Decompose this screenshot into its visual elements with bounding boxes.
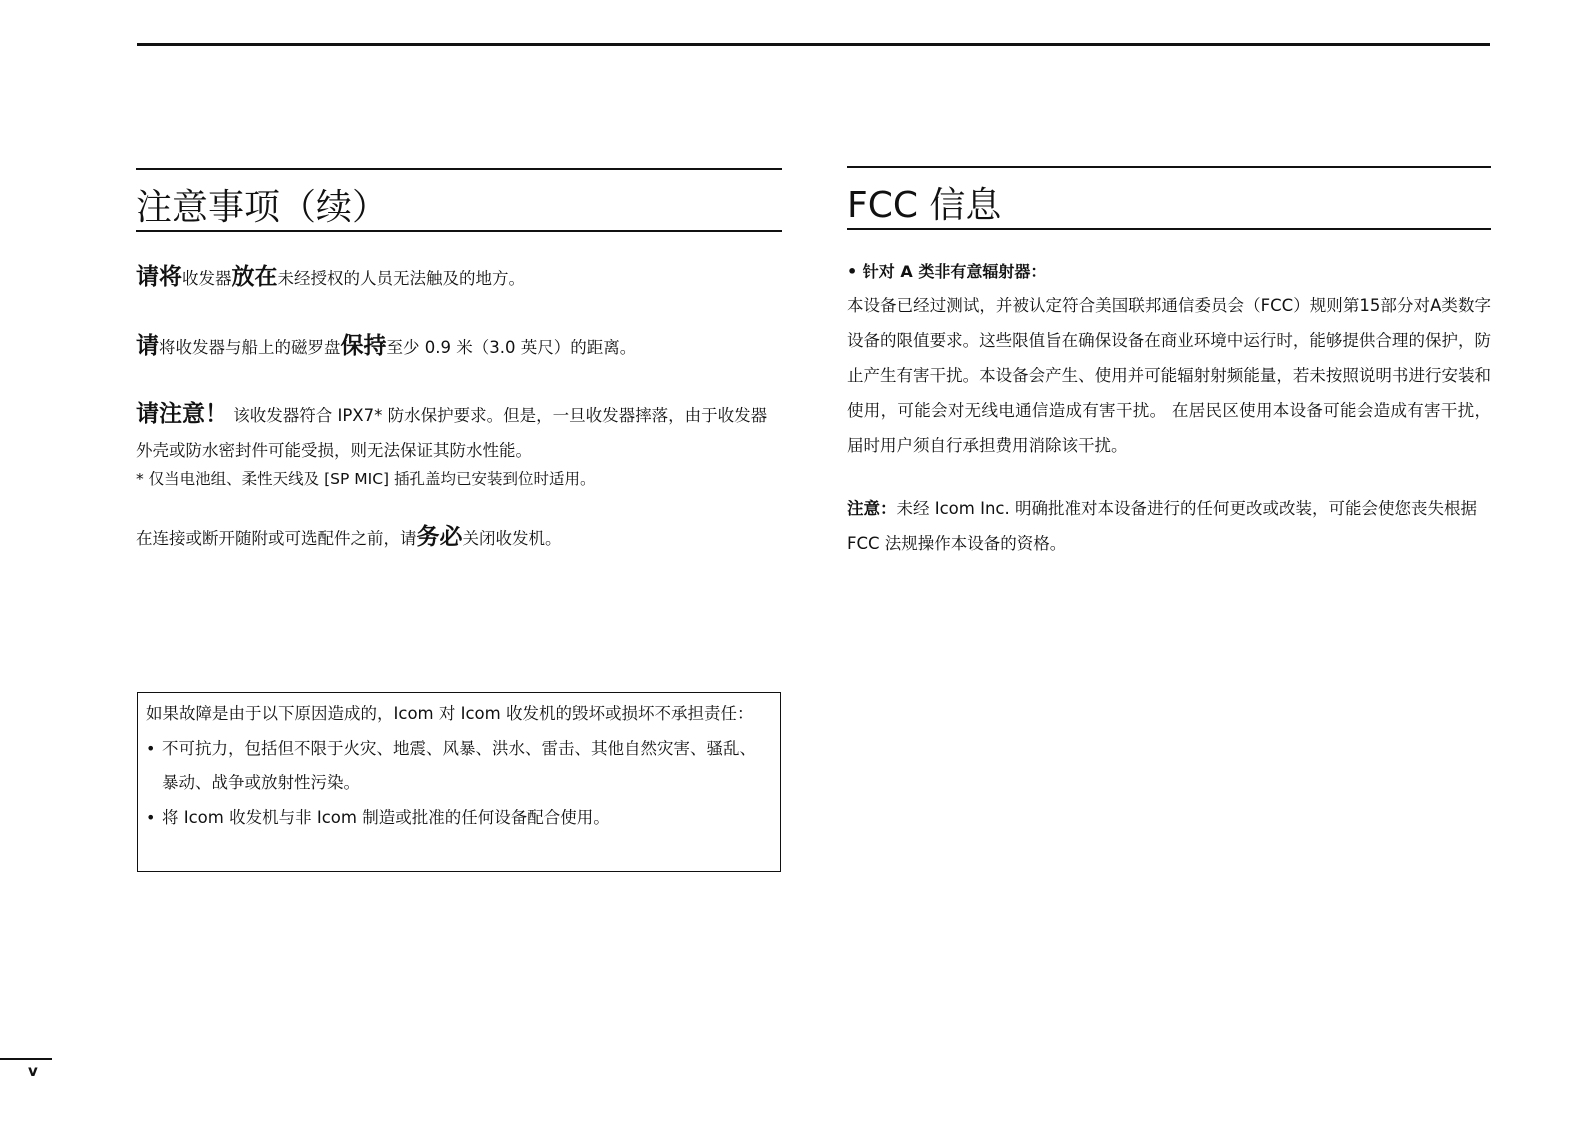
page-number: v (28, 1062, 38, 1080)
fcc-column (847, 166, 1491, 561)
precaution-compass-distance: 请将收发器与船上的磁罗盘保持至少 0.9 米（3.0 英尺）的距离。 (136, 333, 637, 359)
caution-label: 注意： (847, 499, 897, 518)
precaution-waterproof: 请注意！ 该收发器符合 IPX7* 防水保护要求。但是，一旦收发器摔落，由于收发器外壳或防水密封件可能受损，则无法保证其防水性能。 (136, 401, 768, 460)
disclaimer-item: • 不可抗力，包括但不限于火灾、地震、风暴、洪水、雷击、其他自然灾害、骚乱、暴动、战争或放射性污染。 (146, 732, 772, 801)
bullet-icon: • (146, 738, 156, 758)
fcc-header (847, 166, 1491, 230)
bullet-icon: • (146, 807, 156, 827)
precautions-header (136, 168, 782, 232)
precaution-storage: 请将收发器放在未经授权的人员无法触及的地方。 (136, 264, 525, 290)
fcc-caution: 注意：未经 Icom Inc. 明确批准对本设备进行的任何更改或改装，可能会使您丧失根据 FCC 法规操作本设备的资格。 (847, 499, 1477, 553)
precautions-column (136, 168, 782, 556)
footer-rule (0, 1058, 52, 1060)
fcc-body: 本设备已经过测试，并被认定符合美国联邦通信委员会（FCC）规则第15部分对A类数字设备的限值要求。这些限值旨在确保设备在商业环境中运行时，能够提供合理的保护，防止产生有害干扰。本设备会产生、使用并可能辐射射频能量，若未按照说明书进行安装和使用，可能会对无线电通信造成有害干扰。 在居民区使用本设备可能会造成有害干扰，届时用户须自行承担费用消除该干扰。 (847, 296, 1491, 455)
waterproof-footnote: * 仅当电池组、柔性天线及 [SP MIC] 插孔盖均已安装到位时适用。 (136, 470, 596, 488)
precautions-title: 注意事项（续） (136, 187, 389, 228)
header-rule (137, 43, 1490, 46)
disclaimer-intro: 如果故障是由于以下原因造成的，Icom 对 Icom 收发机的毁坏或损坏不承担责任： (146, 704, 754, 723)
liability-disclaimer-box (137, 692, 781, 872)
fcc-title: FCC 信息 (847, 185, 1002, 226)
fcc-subtitle: • 针对 A 类非有意辐射器： (847, 262, 1047, 281)
disclaimer-item: • 将 Icom 收发机与非 Icom 制造或批准的任何设备配合使用。 (146, 801, 772, 836)
precaution-power-off: 在连接或断开随附或可选配件之前，请务必关闭收发机。 (136, 524, 562, 550)
